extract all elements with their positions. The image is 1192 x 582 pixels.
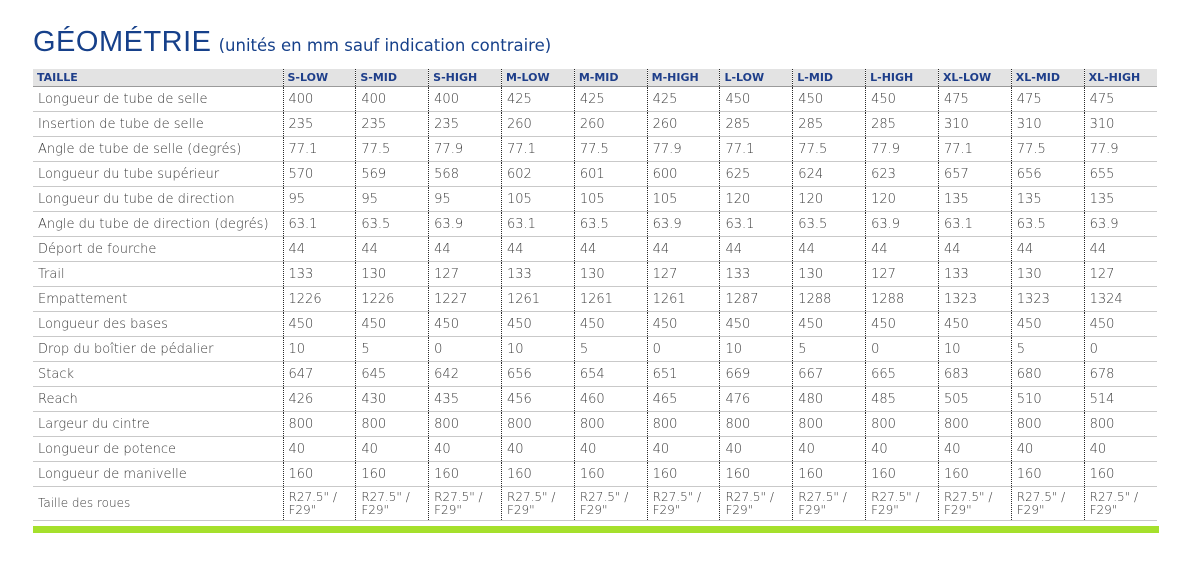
table-cell: 642 <box>429 362 502 387</box>
table-cell: 655 <box>1084 162 1157 187</box>
table-cell: 800 <box>793 412 866 437</box>
table-cell: 625 <box>720 162 793 187</box>
table-cell: 570 <box>283 162 356 187</box>
header-cell: S-MID <box>356 69 429 87</box>
table-cell: 285 <box>866 112 939 137</box>
table-cell: 40 <box>501 437 574 462</box>
header-cell: M-LOW <box>501 69 574 87</box>
table-row <box>33 162 1157 187</box>
table-cell: 235 <box>356 112 429 137</box>
table-row <box>33 187 1157 212</box>
table-cell: R27.5" / F29" <box>938 487 1011 521</box>
table-cell: 77.5 <box>574 137 647 162</box>
table-cell: 10 <box>720 337 793 362</box>
table-cell: R27.5" / F29" <box>501 487 574 521</box>
table-cell: 77.1 <box>720 137 793 162</box>
table-cell: 800 <box>574 412 647 437</box>
table-cell: 450 <box>1084 312 1157 337</box>
table-row <box>33 337 1157 362</box>
table-cell: 160 <box>356 462 429 487</box>
table-cell: 130 <box>1011 262 1084 287</box>
table-cell: 450 <box>938 312 1011 337</box>
table-cell: 450 <box>793 87 866 112</box>
table-row <box>33 87 1157 112</box>
table-cell: 63.9 <box>647 212 720 237</box>
table-cell: 1261 <box>574 287 647 312</box>
header-cell: S-HIGH <box>429 69 502 87</box>
table-cell: 800 <box>720 412 793 437</box>
table-cell: 460 <box>574 387 647 412</box>
table-cell: 568 <box>429 162 502 187</box>
table-cell: 310 <box>1011 112 1084 137</box>
table-cell: 1324 <box>1084 287 1157 312</box>
table-cell: 130 <box>356 262 429 287</box>
table-cell: R27.5" / F29" <box>866 487 939 521</box>
table-cell: R27.5" / F29" <box>574 487 647 521</box>
table-cell: 260 <box>501 112 574 137</box>
page-title <box>33 26 551 59</box>
table-cell: 514 <box>1084 387 1157 412</box>
table-cell: 310 <box>1084 112 1157 137</box>
table-cell: 1288 <box>866 287 939 312</box>
table-cell: 450 <box>647 312 720 337</box>
table-cell: 654 <box>574 362 647 387</box>
table-cell: 40 <box>866 437 939 462</box>
table-cell: 5 <box>1011 337 1084 362</box>
title-subtitle: (unités en mm sauf indication contraire) <box>218 36 552 55</box>
table-cell: 95 <box>356 187 429 212</box>
table-cell: 40 <box>574 437 647 462</box>
table-cell: 400 <box>283 87 356 112</box>
table-cell: 77.9 <box>429 137 502 162</box>
row-label: Longueur du tube supérieur <box>33 162 283 187</box>
row-label: Empattement <box>33 287 283 312</box>
table-row <box>33 387 1157 412</box>
table-row <box>33 287 1157 312</box>
table-cell: 569 <box>356 162 429 187</box>
table-cell: 63.1 <box>938 212 1011 237</box>
table-cell: 0 <box>429 337 502 362</box>
table-cell: 0 <box>866 337 939 362</box>
table-cell: 44 <box>866 237 939 262</box>
table-cell: 40 <box>793 437 866 462</box>
table-cell: 665 <box>866 362 939 387</box>
table-cell: 40 <box>720 437 793 462</box>
table-cell: 450 <box>866 312 939 337</box>
table-cell: 800 <box>429 412 502 437</box>
table-cell: 475 <box>1084 87 1157 112</box>
row-label: Trail <box>33 262 283 287</box>
table-cell: 651 <box>647 362 720 387</box>
table-cell: 133 <box>283 262 356 287</box>
table-cell: 285 <box>720 112 793 137</box>
table-cell: 77.1 <box>501 137 574 162</box>
table-cell: 40 <box>1084 437 1157 462</box>
table-cell: 624 <box>793 162 866 187</box>
table-cell: 160 <box>720 462 793 487</box>
header-cell: XL-HIGH <box>1084 69 1157 87</box>
table-cell: 450 <box>501 312 574 337</box>
table-row <box>33 212 1157 237</box>
row-label: Angle de tube de selle (degrés) <box>33 137 283 162</box>
table-cell: 657 <box>938 162 1011 187</box>
table-cell: 40 <box>647 437 720 462</box>
table-cell: 160 <box>501 462 574 487</box>
row-label: Drop du boîtier de pédalier <box>33 337 283 362</box>
table-cell: 40 <box>938 437 1011 462</box>
table-cell: 10 <box>501 337 574 362</box>
table-cell: R27.5" / F29" <box>793 487 866 521</box>
table-cell: 450 <box>356 312 429 337</box>
table-cell: 133 <box>720 262 793 287</box>
table-cell: 10 <box>938 337 1011 362</box>
table-cell: 95 <box>429 187 502 212</box>
table-cell: 44 <box>1084 237 1157 262</box>
table-cell: 656 <box>501 362 574 387</box>
table-cell: 63.1 <box>501 212 574 237</box>
row-label: Angle du tube de direction (degrés) <box>33 212 283 237</box>
table-cell: 235 <box>283 112 356 137</box>
table-cell: 95 <box>283 187 356 212</box>
table-cell: 160 <box>866 462 939 487</box>
table-cell: R27.5" / F29" <box>1084 487 1157 521</box>
table-cell: 465 <box>647 387 720 412</box>
table-cell: 77.9 <box>1084 137 1157 162</box>
table-cell: 667 <box>793 362 866 387</box>
table-cell: 669 <box>720 362 793 387</box>
table-cell: 160 <box>574 462 647 487</box>
table-cell: 44 <box>938 237 1011 262</box>
table-cell: 800 <box>501 412 574 437</box>
table-row <box>33 137 1157 162</box>
table-cell: 485 <box>866 387 939 412</box>
table-cell: 160 <box>793 462 866 487</box>
table-cell: 133 <box>938 262 1011 287</box>
table-cell: R27.5" / F29" <box>1011 487 1084 521</box>
table-row <box>33 487 1157 521</box>
table-cell: 450 <box>283 312 356 337</box>
table-cell: 44 <box>501 237 574 262</box>
row-label: Largeur du cintre <box>33 412 283 437</box>
header-cell: L-MID <box>793 69 866 87</box>
table-cell: 0 <box>647 337 720 362</box>
table-cell: 476 <box>720 387 793 412</box>
table-cell: 127 <box>866 262 939 287</box>
table-cell: 480 <box>793 387 866 412</box>
table-cell: 130 <box>793 262 866 287</box>
table-cell: 450 <box>1011 312 1084 337</box>
table-cell: 77.1 <box>283 137 356 162</box>
table-cell: 44 <box>356 237 429 262</box>
header-cell: M-HIGH <box>647 69 720 87</box>
table-cell: 77.9 <box>647 137 720 162</box>
table-cell: 425 <box>501 87 574 112</box>
table-cell: 160 <box>938 462 1011 487</box>
table-row <box>33 112 1157 137</box>
table-cell: 450 <box>866 87 939 112</box>
table-cell: 63.1 <box>720 212 793 237</box>
table-cell: 1323 <box>938 287 1011 312</box>
table-cell: 130 <box>574 262 647 287</box>
table-cell: 800 <box>356 412 429 437</box>
table-cell: 44 <box>574 237 647 262</box>
table-cell: 0 <box>1084 337 1157 362</box>
table-cell: 5 <box>793 337 866 362</box>
table-cell: 680 <box>1011 362 1084 387</box>
row-label: Déport de fourche <box>33 237 283 262</box>
table-cell: 678 <box>1084 362 1157 387</box>
table-cell: 1288 <box>793 287 866 312</box>
table-row <box>33 312 1157 337</box>
table-cell: 450 <box>720 87 793 112</box>
table-cell: 63.9 <box>1084 212 1157 237</box>
table-cell: 160 <box>1011 462 1084 487</box>
table-cell: 235 <box>429 112 502 137</box>
table-cell: 1226 <box>283 287 356 312</box>
table-cell: 127 <box>647 262 720 287</box>
table-cell: 450 <box>720 312 793 337</box>
table-cell: 601 <box>574 162 647 187</box>
table-cell: 77.5 <box>356 137 429 162</box>
table-cell: 800 <box>647 412 720 437</box>
table-cell: 135 <box>1011 187 1084 212</box>
header-cell: M-MID <box>574 69 647 87</box>
header-cell: L-HIGH <box>866 69 939 87</box>
table-cell: 10 <box>283 337 356 362</box>
table-cell: 683 <box>938 362 1011 387</box>
table-cell: 450 <box>793 312 866 337</box>
header-cell: S-LOW <box>283 69 356 87</box>
header-cell: TAILLE <box>33 69 283 87</box>
table-cell: 400 <box>356 87 429 112</box>
row-label: Insertion de tube de selle <box>33 112 283 137</box>
table-cell: 40 <box>356 437 429 462</box>
geometry-table <box>33 69 1157 521</box>
table-cell: 623 <box>866 162 939 187</box>
table-cell: R27.5" / F29" <box>356 487 429 521</box>
table-cell: 800 <box>938 412 1011 437</box>
table-cell: R27.5" / F29" <box>283 487 356 521</box>
table-cell: 63.9 <box>429 212 502 237</box>
table-cell: 602 <box>501 162 574 187</box>
table-header-row <box>33 69 1157 87</box>
table-cell: 160 <box>429 462 502 487</box>
header-cell: XL-LOW <box>938 69 1011 87</box>
table-cell: 120 <box>866 187 939 212</box>
table-cell: 645 <box>356 362 429 387</box>
table-cell: 475 <box>1011 87 1084 112</box>
table-cell: 63.5 <box>793 212 866 237</box>
table-cell: 1226 <box>356 287 429 312</box>
accent-bar <box>33 526 1159 533</box>
table-cell: 5 <box>356 337 429 362</box>
table-cell: 77.9 <box>866 137 939 162</box>
table-cell: 160 <box>283 462 356 487</box>
table-cell: 127 <box>1084 262 1157 287</box>
table-cell: 44 <box>283 237 356 262</box>
table-cell: R27.5" / F29" <box>647 487 720 521</box>
table-row <box>33 412 1157 437</box>
table-cell: 135 <box>938 187 1011 212</box>
table-cell: 425 <box>574 87 647 112</box>
table-cell: 656 <box>1011 162 1084 187</box>
table-cell: 44 <box>429 237 502 262</box>
table-cell: 120 <box>793 187 866 212</box>
table-row <box>33 362 1157 387</box>
table-cell: R27.5" / F29" <box>720 487 793 521</box>
table-cell: 63.5 <box>356 212 429 237</box>
table-cell: 260 <box>647 112 720 137</box>
table-cell: 63.9 <box>866 212 939 237</box>
table-cell: 40 <box>283 437 356 462</box>
table-cell: 127 <box>429 262 502 287</box>
header-cell: L-LOW <box>720 69 793 87</box>
table-cell: 450 <box>574 312 647 337</box>
table-row <box>33 237 1157 262</box>
table-cell: 44 <box>1011 237 1084 262</box>
table-cell: 800 <box>283 412 356 437</box>
table-cell: 160 <box>647 462 720 487</box>
table-cell: 77.5 <box>1011 137 1084 162</box>
row-label: Longueur de manivelle <box>33 462 283 487</box>
table-cell: 400 <box>429 87 502 112</box>
table-cell: 63.5 <box>1011 212 1084 237</box>
table-cell: 800 <box>866 412 939 437</box>
table-cell: 435 <box>429 387 502 412</box>
table-cell: 135 <box>1084 187 1157 212</box>
table-cell: 40 <box>429 437 502 462</box>
table-cell: 600 <box>647 162 720 187</box>
table-cell: 456 <box>501 387 574 412</box>
table-cell: 260 <box>574 112 647 137</box>
title-main: GÉOMÉTRIE <box>33 26 212 58</box>
table-cell: 105 <box>647 187 720 212</box>
table-cell: 63.1 <box>283 212 356 237</box>
table-cell: 133 <box>501 262 574 287</box>
table-cell: 105 <box>574 187 647 212</box>
table-cell: R27.5" / F29" <box>429 487 502 521</box>
table-row <box>33 462 1157 487</box>
table-cell: 1261 <box>501 287 574 312</box>
table-cell: 647 <box>283 362 356 387</box>
row-label: Longueur de potence <box>33 437 283 462</box>
table-cell: 77.1 <box>938 137 1011 162</box>
header-cell: XL-MID <box>1011 69 1084 87</box>
row-label: Longueur des bases <box>33 312 283 337</box>
table-body <box>33 87 1157 521</box>
row-label: Taille des roues <box>33 487 283 521</box>
table-cell: 5 <box>574 337 647 362</box>
table-cell: 426 <box>283 387 356 412</box>
row-label: Stack <box>33 362 283 387</box>
table-cell: 510 <box>1011 387 1084 412</box>
table-cell: 1261 <box>647 287 720 312</box>
table-cell: 430 <box>356 387 429 412</box>
table-cell: 1227 <box>429 287 502 312</box>
table-cell: 63.5 <box>574 212 647 237</box>
table-cell: 1323 <box>1011 287 1084 312</box>
row-label: Longueur de tube de selle <box>33 87 283 112</box>
table-cell: 40 <box>1011 437 1084 462</box>
row-label: Reach <box>33 387 283 412</box>
table-cell: 1287 <box>720 287 793 312</box>
table-cell: 475 <box>938 87 1011 112</box>
table-cell: 105 <box>501 187 574 212</box>
table-cell: 120 <box>720 187 793 212</box>
table-cell: 450 <box>429 312 502 337</box>
table-cell: 44 <box>720 237 793 262</box>
table-cell: 310 <box>938 112 1011 137</box>
table-cell: 425 <box>647 87 720 112</box>
table-cell: 160 <box>1084 462 1157 487</box>
table-cell: 44 <box>647 237 720 262</box>
table-cell: 800 <box>1011 412 1084 437</box>
table-cell: 285 <box>793 112 866 137</box>
table-cell: 505 <box>938 387 1011 412</box>
table-row <box>33 437 1157 462</box>
table-cell: 77.5 <box>793 137 866 162</box>
row-label: Longueur du tube de direction <box>33 187 283 212</box>
table-row <box>33 262 1157 287</box>
table-cell: 800 <box>1084 412 1157 437</box>
table-cell: 44 <box>793 237 866 262</box>
